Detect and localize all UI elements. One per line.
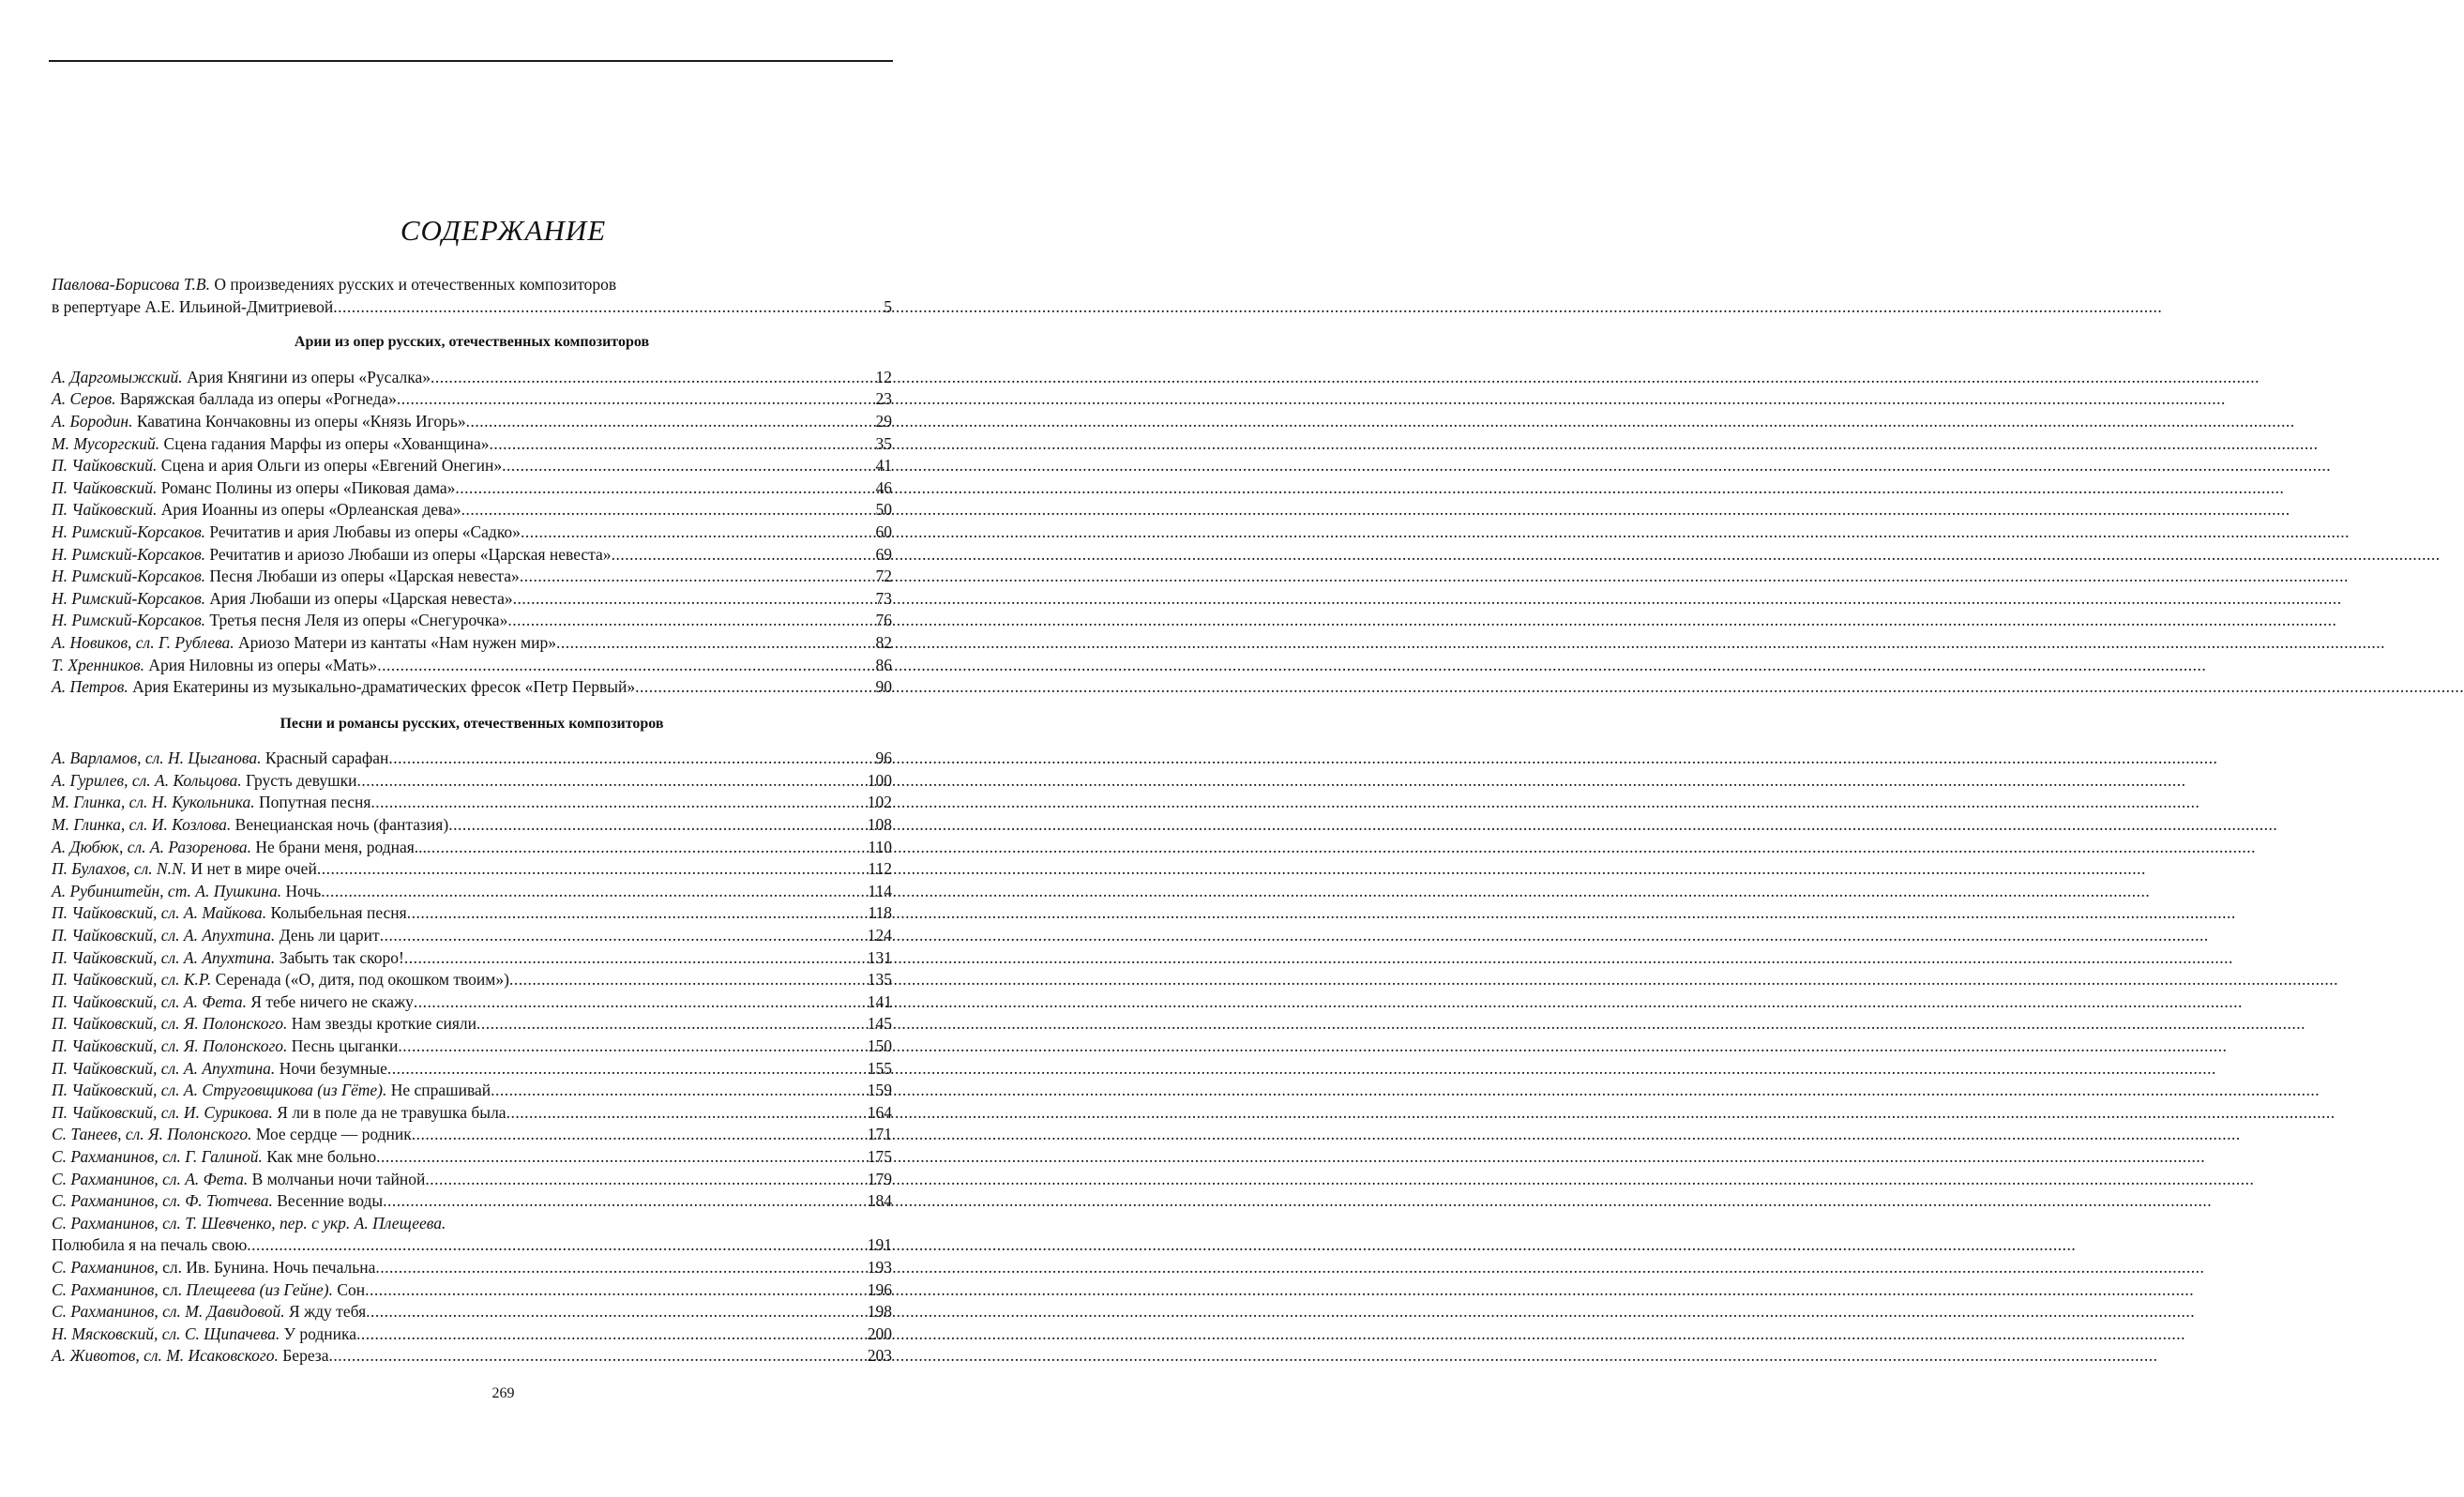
entry-text: [52, 991, 414, 1014]
entry-author: Н. Римский-Корсаков.: [52, 611, 206, 630]
toc-entry: [52, 1102, 892, 1125]
page-ref: 150: [867, 1036, 892, 1055]
entry-title: Ночи безумные: [279, 1058, 387, 1078]
toc-entry: [52, 881, 892, 903]
toc-entry: [52, 925, 892, 947]
entry-author: П. Чайковский, сл. И. Сурикова.: [52, 1102, 273, 1122]
entry-title: Нам звезды кроткие сияли: [291, 1014, 477, 1034]
entry-author: С. Рахманинов, сл. А. Фета.: [52, 1169, 249, 1188]
page-ref: 171: [867, 1125, 892, 1144]
entry-text: [52, 1169, 425, 1191]
entry-title: Полюбила я на печаль свою: [52, 1235, 248, 1255]
entry-title: Каватина Кончаковны из оперы «Князь Игорь»: [136, 411, 466, 431]
entry-title: Речитатив и ариозо Любаши из оперы «Царская невеста»: [209, 544, 612, 564]
entry-title: Романс Полины из оперы «Пиковая дама»: [160, 477, 456, 497]
toc-entry: [52, 522, 892, 544]
dot-leader: [513, 588, 875, 611]
dot-leader: [425, 1169, 866, 1191]
toc-entry: [52, 544, 892, 567]
page-ref: 12: [875, 367, 892, 386]
page-ref: 114: [868, 881, 892, 900]
dot-leader: [491, 1080, 867, 1102]
page-ref: 141: [867, 991, 892, 1011]
page-ref: 131: [867, 947, 892, 967]
toc-entry: [52, 588, 892, 611]
entry-text: [52, 902, 407, 925]
entry-author: Т. Хренников.: [52, 655, 144, 674]
toc-entry: [52, 837, 892, 859]
entry-text: [52, 1102, 506, 1125]
entry-text: [52, 1080, 491, 1102]
entry-text: [52, 1190, 383, 1213]
entry-author: С. Рахманинов, сл. Т. Шевченко, пер. с укр. А. Плещеева.: [52, 1213, 446, 1232]
entry-author: П. Чайковский.: [52, 477, 158, 497]
toc-entry: [52, 1323, 892, 1346]
page-number: 269: [491, 1385, 515, 1401]
toc-entry: [52, 770, 892, 793]
entry-text: [52, 1323, 356, 1346]
dot-leader: [370, 792, 866, 814]
dot-leader: [366, 1301, 867, 1323]
entry-text: [52, 837, 427, 859]
entry-title: Песня Любаши из оперы «Царская невеста»: [209, 567, 520, 586]
toc-entry: [52, 991, 892, 1014]
entry-text: [52, 1279, 365, 1302]
entry-author: А. Серов.: [52, 389, 116, 409]
page-ref: 108: [867, 815, 892, 835]
page-ref: 135: [867, 970, 892, 990]
toc-entry: [52, 1190, 892, 1213]
entry-title: Попутная песня: [258, 793, 371, 812]
toc-entry: [52, 499, 892, 522]
entry-text: [52, 925, 380, 947]
page-ref: 96: [875, 748, 892, 768]
entry-author: Н. Римский-Корсаков.: [52, 588, 206, 608]
entry-author: А. Новиков, сл. Г. Рублева.: [52, 632, 234, 652]
dot-leader: [357, 770, 867, 793]
toc-entry: [52, 1146, 892, 1169]
entry-title: Как мне больно: [266, 1146, 377, 1166]
dot-leader: [476, 1013, 867, 1036]
page-ref: 200: [867, 1323, 892, 1343]
page-ref: 203: [867, 1346, 892, 1366]
page-ref: 5: [884, 296, 892, 316]
toc-entry: [52, 655, 892, 677]
entry-author: С. Рахманинов,: [52, 1279, 159, 1299]
entry-lyricist-plain: сл. Ив. Бунина.: [162, 1257, 269, 1277]
page-ref: 73: [875, 588, 892, 608]
toc-entry: [52, 676, 892, 699]
entry-text: [52, 814, 448, 837]
toc-entry: [52, 610, 892, 632]
dot-leader: [455, 477, 874, 500]
page-ref: 193: [867, 1257, 892, 1277]
entry-text: [52, 367, 431, 389]
entry-title: Ариозо Матери из кантаты «Нам нужен мир»: [237, 632, 556, 652]
toc-entry: [52, 367, 892, 389]
entry-author: А. Петров.: [52, 677, 128, 697]
entry-text: [52, 610, 507, 632]
entry-author: А. Дюбюк, сл. А. Разоренова.: [52, 837, 252, 856]
entry-text: [52, 748, 388, 770]
toc-entry: [52, 947, 892, 970]
page-ref: 41: [875, 456, 892, 476]
page-ref: 159: [867, 1081, 892, 1100]
intro-title-line2: в репертуаре А.Е. Ильиной-Дмитриевой: [52, 296, 334, 316]
dot-leader: [490, 433, 875, 456]
dot-leader: [635, 676, 874, 699]
toc-entry: [52, 1301, 892, 1323]
page-ref: 179: [867, 1169, 892, 1188]
entry-author: С. Рахманинов, сл. Ф. Тютчева.: [52, 1191, 273, 1211]
entry-text: [52, 544, 612, 567]
entry-text: [52, 770, 357, 793]
page-ref: 164: [867, 1102, 892, 1122]
page-ref: 118: [868, 903, 892, 923]
entry-text: [52, 566, 520, 588]
entry-title: Речитатив и ария Любавы из оперы «Садко»: [209, 522, 521, 541]
intro-title-line1: О произведениях русских и отечественных композиторов: [214, 275, 617, 294]
dot-leader: [509, 969, 867, 991]
entry-title: В молчаньи ночи тайной: [251, 1169, 426, 1188]
page-ref: 110: [868, 837, 892, 856]
dot-leader: [448, 814, 867, 837]
entry-text: [52, 455, 502, 477]
page-ref: 196: [867, 1279, 892, 1299]
dot-leader: [404, 947, 867, 970]
entry-title: Сцена гадания Марфы из оперы «Хованщина»: [163, 433, 490, 453]
dot-leader: [388, 748, 874, 770]
entry-text: [52, 522, 521, 544]
dot-leader: [375, 1257, 866, 1279]
dot-leader: [365, 1279, 867, 1302]
entry-text: [52, 632, 556, 655]
entry-author: А. Рубинштейн, ст. А. Пушкина.: [52, 881, 282, 900]
entry-text: [52, 499, 461, 522]
toc-entry: [52, 1345, 892, 1368]
dot-leader: [377, 655, 874, 677]
dot-leader: [387, 1058, 867, 1081]
toc-entry: [52, 792, 892, 814]
entry-text: [52, 1058, 387, 1081]
entry-author: С. Рахманинов,: [52, 1257, 159, 1277]
entry-title: Ночь печальна: [272, 1257, 376, 1277]
entry-author: А. Варламов, сл. Н. Цыганова.: [52, 748, 262, 768]
page-ref: 155: [867, 1058, 892, 1078]
entry-title: Мое сердце — родник: [255, 1125, 412, 1144]
dot-leader: [397, 388, 875, 411]
entry-author: П. Булахов, сл. N.N.: [52, 859, 188, 879]
entry-author: П. Чайковский, сл. А. Фета.: [52, 991, 247, 1011]
toc-entry: [52, 566, 892, 588]
entry-author: Н. Римский-Корсаков.: [52, 567, 206, 586]
entry-title: Забыть так скоро!: [279, 947, 404, 967]
dot-leader: [502, 455, 874, 477]
page-ref: 184: [867, 1191, 892, 1211]
entry-author: П. Чайковский, сл. Я. Полонского.: [52, 1014, 288, 1034]
entry-title: Ария Любаши из оперы «Царская невеста»: [209, 588, 513, 608]
entry-author: П. Чайковский, сл. А. Апухтина.: [52, 947, 276, 967]
entry-title: Варяжская баллада из оперы «Рогнеда»: [119, 389, 397, 409]
dot-leader: [328, 1345, 866, 1368]
page-ref: 50: [875, 500, 892, 520]
entry-title: Я ли в поле да не травушка была: [277, 1102, 506, 1122]
toc-entry: [52, 858, 892, 881]
page-ref: 100: [867, 770, 892, 790]
dot-leader: [612, 544, 875, 567]
entry-text: [52, 947, 404, 970]
page-ref: 23: [875, 389, 892, 409]
entry-author: С. Рахманинов, сл. М. Давидовой.: [52, 1302, 285, 1322]
dot-leader: [507, 610, 874, 632]
entry-author: А. Бородин.: [52, 411, 133, 431]
entry-author: С. Танеев, сл. Я. Полонского.: [52, 1125, 252, 1144]
page-ref: 69: [875, 544, 892, 564]
entry-text: [52, 1301, 366, 1323]
entry-author: С. Рахманинов, сл. Г. Галиной.: [52, 1146, 263, 1166]
entry-title: Грусть девушки: [246, 770, 357, 790]
dot-leader: [383, 1190, 867, 1213]
entry-author: А. Животов, сл. М. Исаковского.: [52, 1346, 279, 1366]
entry-lyricist: Плещеева (из Гейне).: [186, 1279, 333, 1299]
toc-entry: [52, 1257, 892, 1279]
entry-author: М. Глинка, сл. И. Козлова.: [52, 815, 232, 835]
dot-leader: [398, 1036, 866, 1058]
entry-title: Венецианская ночь (фантазия): [234, 815, 449, 835]
toc-entry: [52, 1279, 892, 1302]
songs-list-continued: [52, 1257, 892, 1368]
toc-entry: [52, 411, 892, 433]
entry-title: Я тебе ничего не скажу: [250, 991, 414, 1011]
page-ref: 102: [867, 793, 892, 812]
entry-title: Не спрашивай: [390, 1081, 491, 1100]
dot-leader: [412, 1124, 867, 1146]
entry-text: [52, 1257, 375, 1279]
page-ref: 86: [875, 655, 892, 674]
entry-title: Красный сарафан: [265, 748, 389, 768]
dot-leader: [247, 1234, 866, 1257]
toc-entry: [52, 1036, 892, 1058]
entry-author: П. Чайковский, сл. А. Апухтина.: [52, 1058, 276, 1078]
entry-title: У родника: [283, 1323, 357, 1343]
entry-author: А. Даргомыжский.: [52, 367, 183, 386]
entry-title: Сон: [337, 1279, 366, 1299]
entry-author: П. Чайковский, сл. А. Апухтина.: [52, 926, 276, 945]
toc-entry: [52, 1124, 892, 1146]
page-ref: 72: [875, 567, 892, 586]
section-heading-arias: Арии из опер русских, отечественных композиторов: [294, 334, 650, 351]
toc-entry: [52, 433, 892, 456]
table-of-contents: [52, 274, 892, 1368]
toc-entry: [52, 632, 892, 655]
entry-text: [52, 881, 321, 903]
page-title: СОДЕРЖАНИЕ: [400, 214, 607, 247]
entry-author: П. Чайковский.: [52, 500, 158, 520]
dot-leader: [427, 837, 867, 859]
entry-text: [52, 388, 397, 411]
entry-text: [52, 1345, 328, 1368]
entry-text: [52, 969, 509, 991]
page-ref: 198: [867, 1302, 892, 1322]
page-ref: 46: [875, 477, 892, 497]
dot-leader: [506, 1102, 867, 1125]
entry-author: П. Чайковский.: [52, 456, 158, 476]
toc-entry: [52, 455, 892, 477]
page-ref: 60: [875, 522, 892, 541]
page-ref: 35: [875, 433, 892, 453]
songs-list: [52, 748, 892, 1212]
arias-list: [52, 367, 892, 699]
entry-text: [52, 858, 317, 881]
entry-title: Береза: [282, 1346, 329, 1366]
entry-lyricist-plain: сл.: [162, 1279, 182, 1299]
entry-text: [52, 792, 370, 814]
dot-leader: [521, 522, 875, 544]
entry-title: Ария Княгини из оперы «Русалка»: [187, 367, 431, 386]
toc-entry: [52, 748, 892, 770]
document-page: [0, 0, 1006, 1497]
toc-entry: [52, 969, 892, 991]
dot-leader: [414, 991, 867, 1014]
entry-title: День ли царит: [279, 926, 380, 945]
toc-entry: [52, 477, 892, 500]
entry-title: Песнь цыганки: [291, 1036, 399, 1055]
split-entry-line-1: [52, 1213, 892, 1235]
entry-author: П. Чайковский, сл. А. Струговщикова (из Гёте).: [52, 1081, 387, 1100]
entry-title: Третья песня Леля из оперы «Снегурочка»: [209, 611, 508, 630]
page-ref: 112: [868, 859, 892, 879]
entry-author: Н. Мясковский, сл. С. Щипачева.: [52, 1323, 280, 1343]
entry-title: Весенние воды: [277, 1191, 384, 1211]
entry-title: Ария Иоанны из оперы «Орлеанская дева»: [160, 500, 461, 520]
toc-entry: [52, 1080, 892, 1102]
entry-title: Ночь: [285, 881, 322, 900]
entry-text: [52, 676, 635, 699]
entry-title: Я жду тебя: [289, 1302, 367, 1322]
entry-author: П. Чайковский, сл. К.Р.: [52, 970, 212, 990]
dot-leader: [333, 296, 883, 319]
entry-title: Ария Ниловны из оперы «Мать»: [148, 655, 378, 674]
entry-title: И нет в мире очей: [190, 859, 317, 879]
page-ref: 90: [875, 677, 892, 697]
dot-leader: [380, 925, 867, 947]
intro-line-1: [52, 274, 892, 296]
entry-text: [52, 477, 455, 500]
entry-title: Серенада («О, дитя, под окошком твоим»): [215, 970, 509, 990]
intro-author: Павлова-Борисова Т.В.: [52, 275, 210, 294]
page-ref: 76: [875, 611, 892, 630]
entry-text: [52, 588, 513, 611]
split-entry-line-2: [52, 1234, 892, 1257]
dot-leader: [520, 566, 875, 588]
entry-text: [52, 1124, 412, 1146]
entry-author: М. Мусоргский.: [52, 433, 160, 453]
page-ref: 29: [875, 411, 892, 431]
entry-title: Сцена и ария Ольги из оперы «Евгений Онегин»: [160, 456, 503, 476]
entry-author: Н. Римский-Корсаков.: [52, 522, 206, 541]
dot-leader: [317, 858, 868, 881]
section-heading-songs: Песни и романсы русских, отечественных композиторов: [280, 715, 664, 732]
entry-author: А. Гурилев, сл. А. Кольцова.: [52, 770, 242, 790]
toc-entry: [52, 902, 892, 925]
entry-author: П. Чайковский, сл. А. Майкова.: [52, 903, 267, 923]
intro-entry: [52, 296, 892, 319]
entry-author: Н. Римский-Корсаков.: [52, 544, 206, 564]
page-ref: 145: [867, 1014, 892, 1034]
toc-entry: [52, 388, 892, 411]
entry-text: [52, 1013, 476, 1036]
page-ref: 124: [867, 926, 892, 945]
dot-leader: [431, 367, 874, 389]
dot-leader: [466, 411, 875, 433]
dot-leader: [376, 1146, 867, 1169]
top-rule: [49, 60, 893, 62]
toc-entry: [52, 814, 892, 837]
entry-author: П. Чайковский, сл. Я. Полонского.: [52, 1036, 288, 1055]
entry-text: [52, 433, 490, 456]
toc-entry: [52, 1169, 892, 1191]
entry-text: [52, 1146, 376, 1169]
entry-title: Ария Екатерины из музыкально-драматических фресок «Петр Первый»: [132, 677, 636, 697]
entry-author: М. Глинка, сл. Н. Кукольника.: [52, 793, 255, 812]
toc-entry: [52, 1058, 892, 1081]
entry-title: Не брани меня, родная...: [255, 837, 427, 856]
entry-text: [52, 411, 466, 433]
page-ref: 82: [875, 632, 892, 652]
entry-text: [52, 1036, 398, 1058]
dot-leader: [321, 881, 867, 903]
page-ref: 191: [867, 1235, 892, 1255]
dot-leader: [556, 632, 875, 655]
dot-leader: [407, 902, 868, 925]
toc-entry: [52, 1013, 892, 1036]
dot-leader: [356, 1323, 867, 1346]
dot-leader: [461, 499, 875, 522]
page-ref: 175: [867, 1146, 892, 1166]
entry-text: [52, 655, 377, 677]
entry-title: Колыбельная песня: [270, 903, 407, 923]
